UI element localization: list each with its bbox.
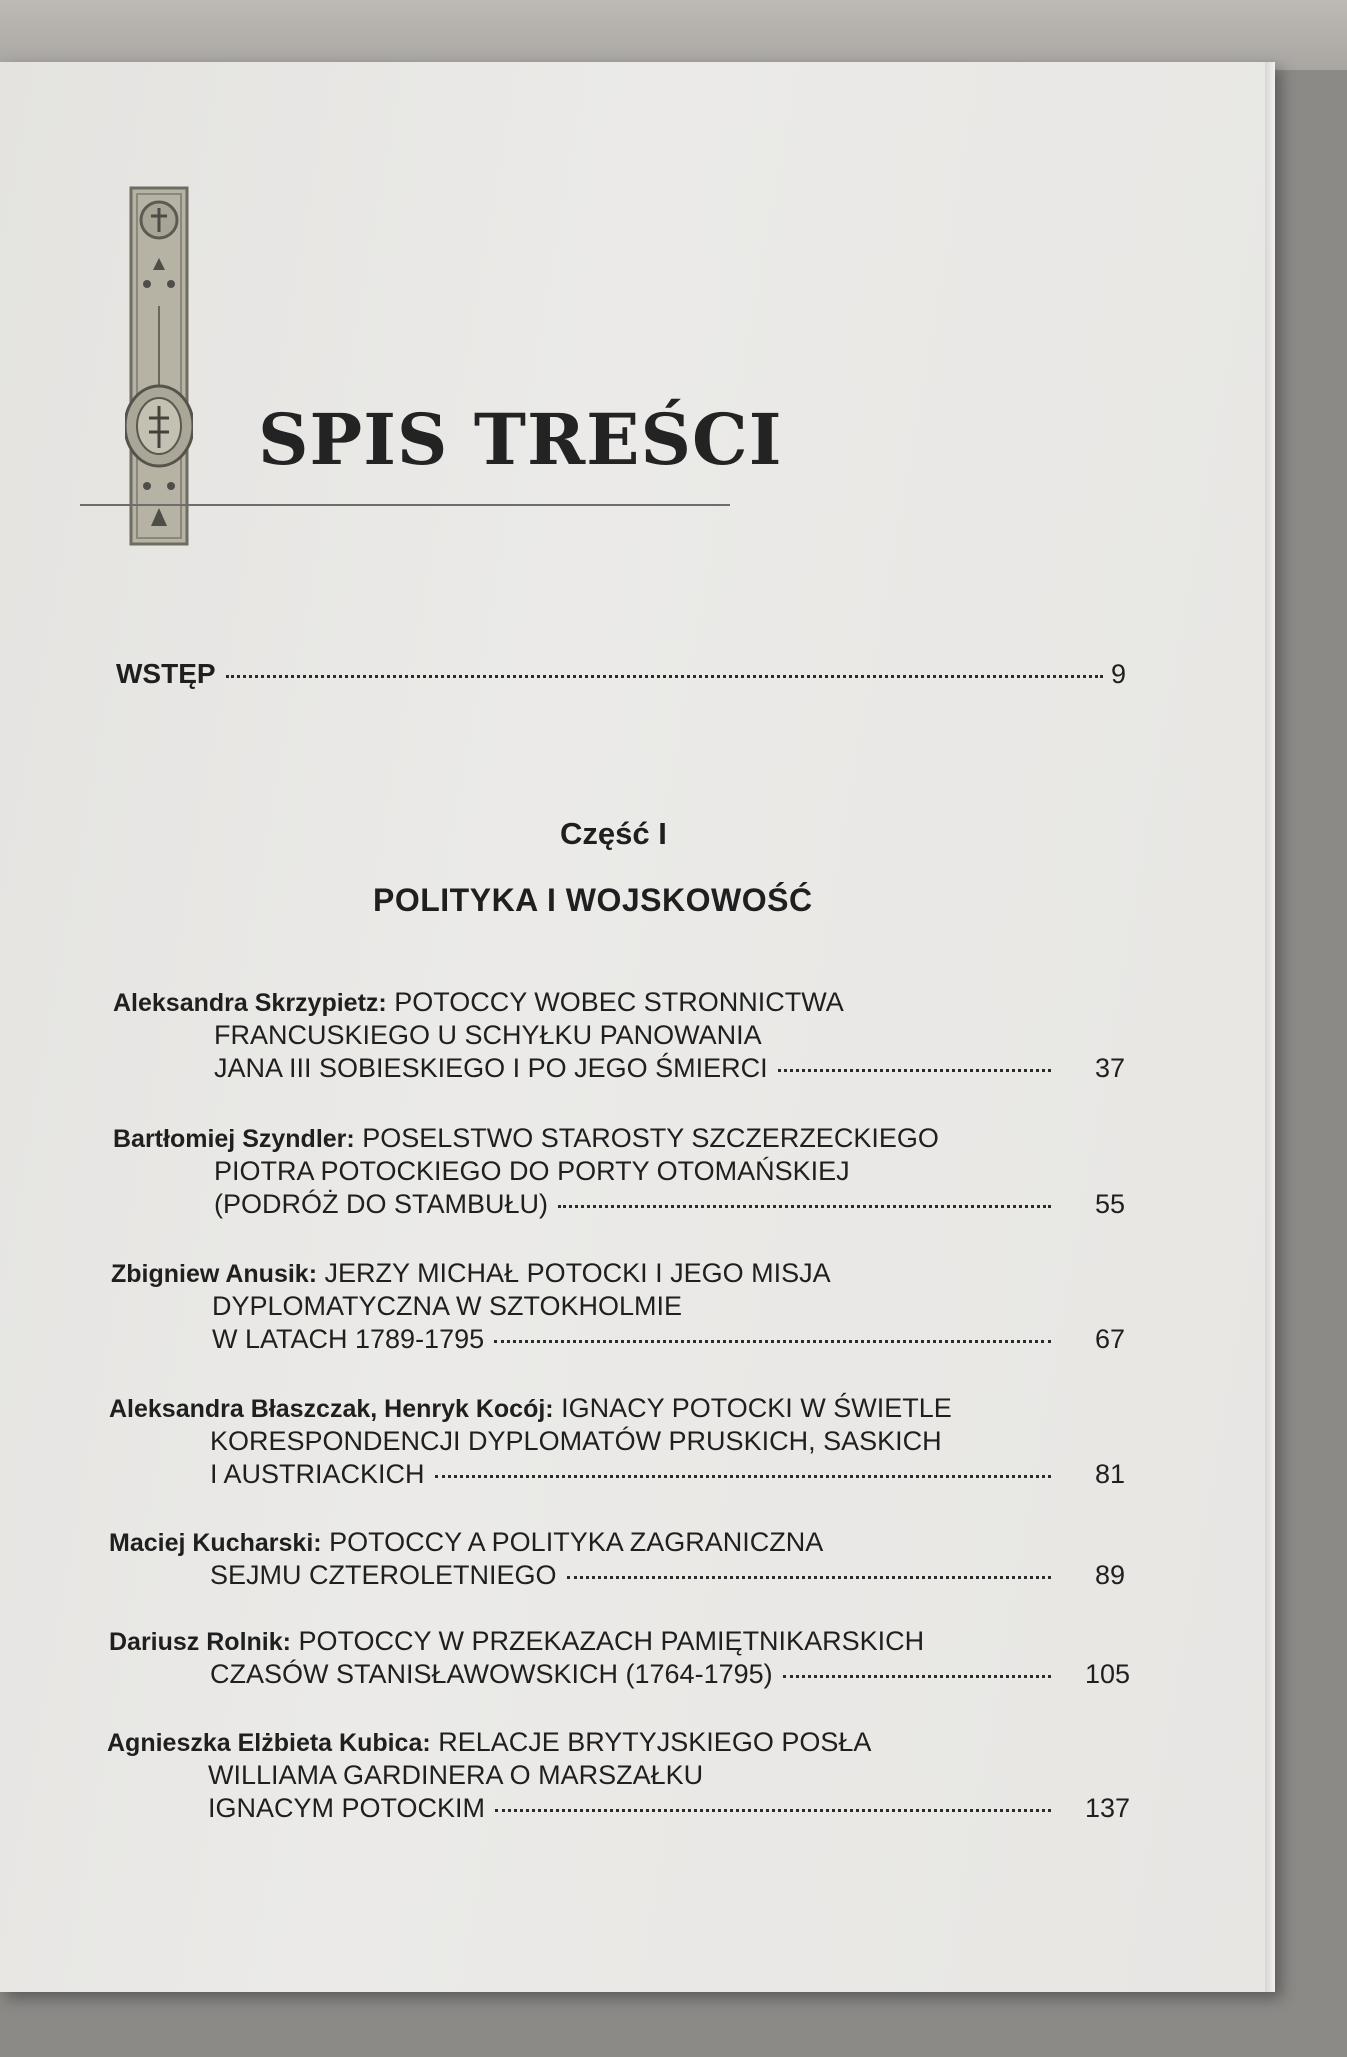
page-title: SPIS TREŚCI <box>258 398 783 481</box>
toc-entry <box>109 1526 1125 1592</box>
entry-title-line: W LATACH 1789-1795 <box>212 1324 485 1354</box>
entry-author: Maciej Kucharski: <box>109 1529 322 1557</box>
entry-author: Aleksandra Błaszczak, Henryk Kocój: <box>109 1395 554 1423</box>
dot-leader <box>494 1340 1051 1343</box>
part-label: Część I <box>560 816 667 851</box>
entry-title-line: POTOCCY WOBEC STRONNICTWA <box>394 987 844 1017</box>
toc-entry <box>109 1392 1125 1491</box>
entry-title-line: POTOCCY A POLITYKA ZAGRANICZNA <box>329 1527 824 1557</box>
entry-title-line: JERZY MICHAŁ POTOCKI I JEGO MISJA <box>324 1258 831 1288</box>
toc-entry <box>109 1625 1131 1691</box>
entry-title-line: POSELSTWO STAROSTY SZCZERZECKIEGO <box>362 1123 939 1153</box>
entry-author: Aleksandra Skrzypietz: <box>113 989 387 1017</box>
entry-page: 105 <box>1085 1659 1131 1689</box>
entry-title-line: FRANCUSKIEGO U SCHYŁKU PANOWANIA <box>214 1020 762 1050</box>
section-title: POLITYKA I WOJSKOWOŚĆ <box>373 882 813 918</box>
entry-title-line: POTOCCY W PRZEKAZACH PAMIĘTNIKARSKICH <box>298 1626 925 1656</box>
entry-title-line: IGNACY POTOCKI W ŚWIETLE <box>561 1393 952 1423</box>
entry-title-line: DYPLOMATYCZNA W SZTOKHOLMIE <box>212 1291 683 1321</box>
page-edge <box>1265 62 1275 1992</box>
entry-title-line: JANA III SOBIESKIEGO I PO JEGO ŚMIERCI <box>214 1053 768 1083</box>
entry-title-line: (PODRÓŻ DO STAMBUŁU) <box>214 1189 549 1219</box>
heraldic-ornament-icon <box>125 186 193 548</box>
backdrop <box>0 0 1347 70</box>
toc-entry <box>107 1726 1131 1825</box>
entry-title-line: IGNACYM POTOCKIM <box>208 1793 486 1823</box>
toc-entry <box>113 1122 1125 1221</box>
toc-intro-line <box>116 658 1126 690</box>
title-rule <box>80 504 730 506</box>
entry-page: 55 <box>1094 1189 1125 1219</box>
entry-author: Zbigniew Anusik: <box>111 1260 318 1288</box>
toc-entry <box>111 1257 1125 1356</box>
entry-title-line: RELACJE BRYTYJSKIEGO POSŁA <box>438 1727 872 1757</box>
entry-page: 67 <box>1094 1324 1125 1354</box>
entry-page: 89 <box>1094 1560 1125 1590</box>
entry-page: 37 <box>1094 1053 1125 1083</box>
dot-leader <box>558 1205 1051 1208</box>
entry-title-line: CZASÓW STANISŁAWOWSKICH (1764-1795) <box>210 1659 773 1689</box>
dot-leader <box>567 1576 1051 1579</box>
dot-leader <box>783 1675 1051 1678</box>
entry-author: Bartłomiej Szyndler: <box>113 1125 355 1153</box>
dot-leader <box>435 1475 1051 1478</box>
entry-author: Agnieszka Elżbieta Kubica: <box>107 1729 431 1757</box>
dot-leader <box>495 1809 1051 1812</box>
entry-title-line: WILLIAMA GARDINERA O MARSZAŁKU <box>208 1760 704 1790</box>
entry-author: Dariusz Rolnik: <box>109 1628 291 1656</box>
toc-entry <box>113 986 1125 1085</box>
dot-leader <box>226 675 1103 678</box>
toc-intro-page: 9 <box>1110 659 1126 689</box>
entry-title-line: I AUSTRIACKICH <box>210 1459 425 1489</box>
entry-page: 137 <box>1085 1793 1131 1823</box>
entry-title-line: KORESPONDENCJI DYPLOMATÓW PRUSKICH, SASKICH <box>210 1426 942 1456</box>
dot-leader <box>778 1069 1051 1072</box>
toc-intro-label: WSTĘP <box>116 658 216 689</box>
entry-title-line: SEJMU CZTEROLETNIEGO <box>210 1560 557 1590</box>
entry-title-line: PIOTRA POTOCKIEGO DO PORTY OTOMAŃSKIEJ <box>214 1156 850 1186</box>
entry-page: 81 <box>1094 1459 1125 1489</box>
